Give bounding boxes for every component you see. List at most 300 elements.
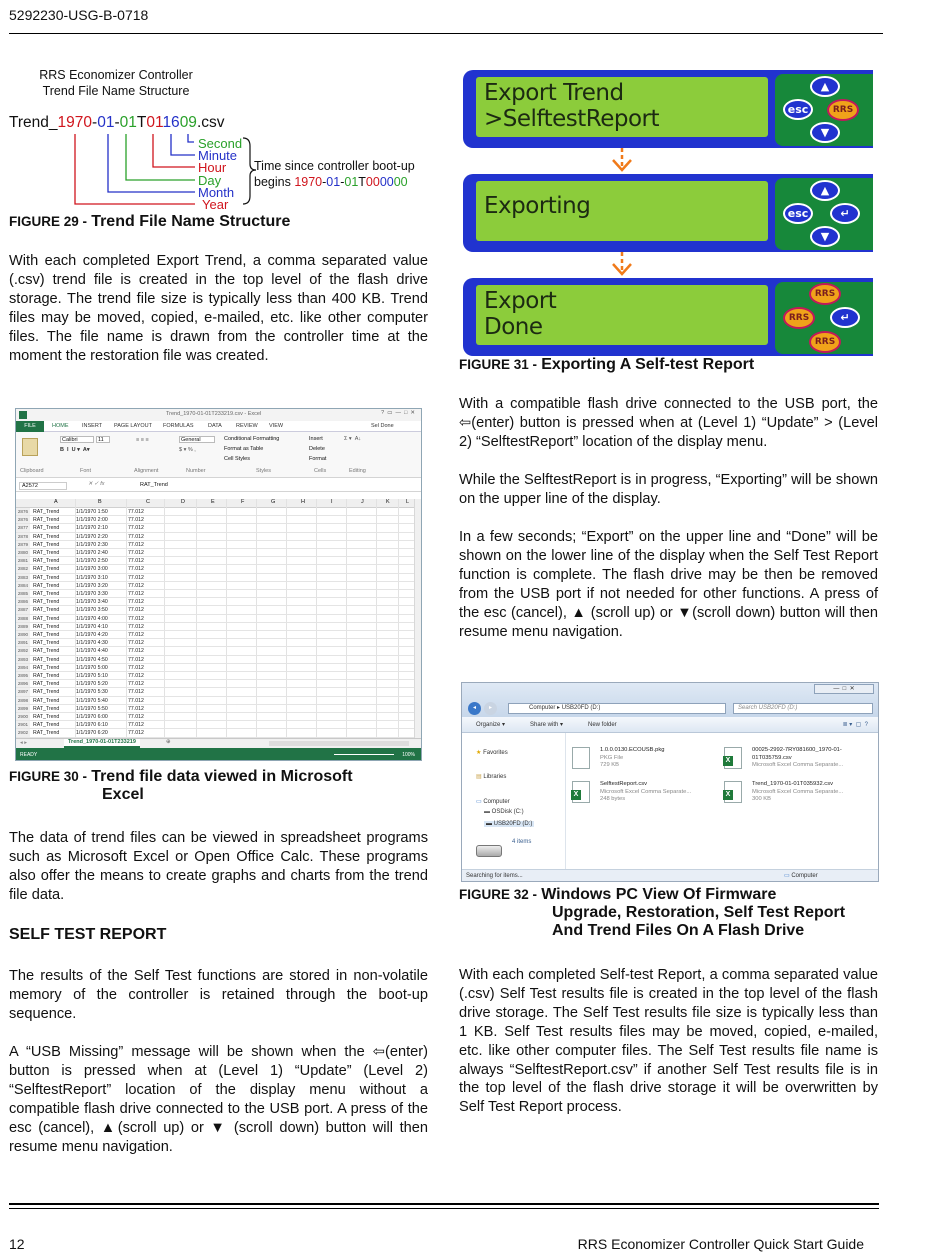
cell-value[interactable]: 77.012	[128, 517, 144, 524]
excel-file-icon: X	[572, 781, 590, 803]
organize-button[interactable]: Organize ▾	[476, 722, 506, 728]
cell-value[interactable]: 77.012	[128, 656, 144, 663]
excel-ribbon	[16, 432, 421, 478]
fn-hour: 01	[146, 114, 163, 131]
cell-value[interactable]: 77.012	[128, 541, 144, 548]
cell-value[interactable]: 77.012	[128, 640, 144, 647]
fig32-caption-line3: And Trend Files On A Flash Drive	[552, 922, 805, 939]
cell-timestamp[interactable]: 1/1/1970 4:50	[76, 656, 108, 663]
cell-point-name[interactable]: RAT_Trend	[33, 558, 60, 565]
cell-point-name[interactable]: RAT_Trend	[33, 615, 60, 622]
sheet-nav-icon[interactable]: ◂ ▸	[20, 740, 28, 746]
fn-sep2: -	[114, 114, 120, 131]
col-header-h[interactable]: H	[301, 499, 305, 505]
fig30-caption-num: FIGURE 30 -	[9, 769, 88, 784]
excel-file-icon: X	[724, 781, 742, 803]
row-number[interactable]: 2886	[17, 599, 29, 605]
cell-point-name[interactable]: RAT_Trend	[33, 566, 60, 573]
cell-value[interactable]: 77.012	[128, 722, 144, 729]
status-right	[784, 870, 818, 882]
cell-value[interactable]: 77.012	[128, 574, 144, 581]
delete-cells-button[interactable]: Delete	[309, 446, 325, 452]
row-number[interactable]: 2883	[17, 574, 29, 580]
cell-timestamp[interactable]: 1/1/1970 6:10	[76, 722, 108, 729]
fig30-caption	[9, 768, 428, 804]
cell-value[interactable]: 77.012	[128, 615, 144, 622]
cell-value[interactable]: 77.012	[128, 558, 144, 565]
alignment-icon[interactable]: ≡ ≡ ≡	[136, 437, 149, 443]
cell-point-name[interactable]: RAT_Trend	[33, 689, 60, 696]
formula-input[interactable]: RAT_Trend	[140, 482, 168, 488]
row-number[interactable]: 2900	[17, 714, 29, 719]
star-icon: ★	[476, 750, 482, 756]
explorer-window	[461, 682, 879, 882]
down-arrow-icon[interactable]: ▼	[810, 226, 840, 247]
header-rule	[9, 33, 883, 34]
sign-in-link[interactable]: Sel Done	[371, 423, 394, 429]
cell-point-name[interactable]: RAT_Trend	[33, 640, 60, 647]
lcd-text	[484, 80, 659, 132]
label-minute: Minute	[198, 148, 238, 163]
file-type: Microsoft Excel Comma Separate...	[600, 788, 692, 795]
usb-missing-paragraph: A “USB Missing” message will be shown when the ⇦(enter) button is pressed when at (Level 1) “Update” (Level 2) “SelftestReport” location of the display menu without a compatible flash drive connected to the USB port. A press of the esc (cancel), ▲(scroll up) or ▼ (scroll down) button will then resume menu navigation.	[9, 1044, 428, 1155]
row-number[interactable]: 2884	[17, 582, 29, 588]
conditional-formatting-button[interactable]: Conditional Formatting	[224, 436, 280, 442]
file-item[interactable]	[572, 745, 722, 779]
col-header-c[interactable]: C	[146, 499, 150, 505]
nav-computer[interactable]	[476, 798, 510, 805]
insert-cells-button[interactable]: Insert	[309, 436, 323, 442]
row-number[interactable]: 2894	[17, 664, 29, 670]
note-dash2: -	[340, 175, 345, 189]
ribbon-group-clipboard: Clipboard	[20, 468, 44, 474]
cell-timestamp[interactable]: 1/1/1970 2:30	[76, 541, 108, 548]
fn-month: 01	[97, 114, 115, 131]
fn-t: T	[136, 114, 147, 131]
cell-timestamp[interactable]: 1/1/1970 4:10	[76, 623, 108, 630]
ribbon-group-cells: Cells	[314, 468, 327, 474]
note-month: 01	[326, 175, 341, 189]
nav-libraries[interactable]	[476, 773, 506, 780]
computer-icon: ▭	[476, 799, 482, 805]
lcd-line2: Done	[484, 314, 543, 340]
cell-timestamp[interactable]: 1/1/1970 4:40	[76, 648, 108, 655]
cell-point-name[interactable]: RAT_Trend	[33, 550, 60, 556]
export-done-paragraph: In a few seconds; “Export” on the upper line and “Done” will be shown on the lower line of the display when the Self Test Report function is complete. The flash drive may be then be removed from the USB port if not needed for other functions. A press of the esc (cancel), ▲ (scroll up) or ▼(scroll down) button will then resume menu navigation.	[459, 529, 878, 640]
cell-timestamp[interactable]: 1/1/1970 2:10	[76, 525, 108, 532]
file-info	[600, 781, 691, 804]
enter-icon[interactable]: ↵	[830, 203, 860, 224]
tab-file[interactable]: FILE	[16, 421, 44, 432]
col-header-g[interactable]: G	[271, 499, 276, 505]
row-number[interactable]: 2896	[17, 681, 29, 687]
cell-timestamp[interactable]: 1/1/1970 3:00	[76, 566, 108, 573]
row-number[interactable]: 2880	[17, 550, 29, 555]
cell-value[interactable]: 77.012	[128, 591, 144, 597]
footer-rule	[9, 1203, 879, 1205]
cell-timestamp[interactable]: 1/1/1970 6:20	[76, 730, 108, 737]
cell-value[interactable]: 77.012	[128, 673, 144, 679]
table-row	[16, 705, 421, 713]
font-name-field[interactable]: Calibri	[60, 436, 94, 443]
cell-point-name[interactable]: RAT_Trend	[33, 664, 60, 671]
file-list	[566, 733, 879, 869]
row-number[interactable]: 2897	[17, 689, 29, 695]
table-row	[16, 508, 421, 516]
file-size: 300 KB	[752, 796, 772, 802]
font-style-buttons[interactable]: B I U ▾ A▾	[60, 447, 90, 453]
cell-value[interactable]: 77.012	[128, 582, 144, 589]
table-row	[16, 680, 421, 688]
keypad	[775, 282, 873, 354]
tab-view[interactable]: VIEW	[269, 423, 284, 429]
cell-timestamp[interactable]: 1/1/1970 5:30	[76, 689, 108, 696]
col-header-i[interactable]: I	[331, 499, 333, 505]
number-format-icon[interactable]: $ ▾ % ,	[179, 447, 196, 453]
nav-osdisk-label: OSDisk (C:)	[491, 809, 524, 815]
cell-timestamp[interactable]: 1/1/1970 4:20	[76, 632, 108, 638]
cell-timestamp[interactable]: 1/1/1970 5:20	[76, 681, 108, 688]
row-number[interactable]: 2893	[17, 656, 29, 662]
file-item[interactable]	[572, 779, 722, 813]
lcd-line1: Export	[484, 288, 557, 314]
row-number[interactable]: 2877	[17, 525, 29, 531]
cell-value[interactable]: 77.012	[128, 566, 144, 573]
fn-ext: .csv	[196, 114, 225, 131]
row-number[interactable]: 2898	[17, 697, 29, 703]
excel-logo-icon	[19, 411, 27, 419]
cell-point-name[interactable]: RAT_Trend	[33, 607, 60, 614]
cell-point-name[interactable]: RAT_Trend	[33, 730, 60, 737]
lcd-panel-export-done	[463, 278, 873, 356]
zoom-slider[interactable]	[334, 754, 394, 755]
section-heading-self-test-report: SELF TEST REPORT	[9, 926, 167, 943]
cell-timestamp[interactable]: 1/1/1970 5:00	[76, 664, 108, 671]
down-arrow-icon[interactable]: ▼	[810, 122, 840, 143]
search-input[interactable]: Search USB20FD (D:)	[733, 703, 873, 714]
formula-bar	[16, 480, 421, 492]
excel-ribbon-tabs	[16, 421, 421, 432]
computer-icon: ▭	[784, 873, 790, 879]
row-number[interactable]: 2885	[17, 591, 29, 596]
file-type: PKG File	[600, 754, 624, 761]
up-arrow-icon[interactable]: ▲	[810, 180, 840, 201]
cell-timestamp[interactable]: 1/1/1970 2:00	[76, 517, 108, 524]
tab-review[interactable]: REVIEW	[236, 423, 258, 429]
add-sheet-icon[interactable]: ⊕	[166, 739, 171, 745]
column-headers	[16, 499, 421, 508]
enter-icon[interactable]: ↵	[830, 307, 860, 328]
cell-point-name[interactable]: RAT_Trend	[33, 697, 60, 704]
col-header-l[interactable]: L	[406, 499, 410, 505]
cell-value[interactable]: 77.012	[128, 509, 144, 515]
share-with-button[interactable]: Share with ▾	[530, 722, 564, 728]
note-prefix: begins	[254, 175, 295, 189]
cell-point-name[interactable]: RAT_Trend	[33, 656, 60, 663]
window-controls-icon[interactable]: ? ▭ — □ ✕	[381, 410, 415, 416]
fig29-caption-num: FIGURE 29 -	[9, 214, 88, 229]
number-format-field[interactable]: General	[179, 436, 215, 443]
cell-value[interactable]: 77.012	[128, 664, 144, 671]
fn-second: 09	[179, 114, 197, 131]
window-controls-icon[interactable]: — □ ✕	[814, 684, 874, 694]
font-size-field[interactable]: 11	[96, 436, 110, 443]
row-number[interactable]: 2889	[17, 623, 29, 629]
fig29-title	[25, 68, 207, 99]
nav-libraries-label: Libraries	[483, 774, 507, 780]
cell-point-name[interactable]: RAT_Trend	[33, 541, 60, 548]
table-row	[16, 615, 421, 623]
note-line1: Time since controller boot-up	[254, 159, 415, 173]
cell-timestamp[interactable]: 1/1/1970 5:10	[76, 673, 108, 679]
cell-timestamp[interactable]: 1/1/1970 2:40	[76, 550, 108, 556]
tab-home[interactable]: HOME	[52, 423, 69, 429]
cell-point-name[interactable]: RAT_Trend	[33, 591, 60, 597]
row-number[interactable]: 2888	[17, 615, 29, 621]
keypad	[775, 74, 873, 146]
cell-point-name[interactable]: RAT_Trend	[33, 632, 60, 638]
cell-point-name[interactable]: RAT_Trend	[33, 722, 60, 729]
table-row	[16, 533, 421, 541]
cell-timestamp[interactable]: 1/1/1970 3:30	[76, 591, 108, 597]
col-header-f[interactable]: F	[241, 499, 245, 505]
col-header-k[interactable]: K	[386, 499, 390, 505]
cell-value[interactable]: 77.012	[128, 730, 144, 737]
cell-styles-button[interactable]: Cell Styles	[224, 456, 250, 462]
cell-point-name[interactable]: RAT_Trend	[33, 525, 60, 532]
cell-timestamp[interactable]: 1/1/1970 6:00	[76, 714, 108, 720]
vertical-scrollbar[interactable]	[414, 499, 421, 738]
status-ready: READY	[20, 752, 38, 758]
table-row	[16, 623, 421, 631]
ribbon-group-alignment: Alignment	[134, 468, 159, 474]
row-number[interactable]: 2891	[17, 640, 29, 646]
note-t: T	[358, 175, 366, 189]
row-number[interactable]: 2902	[17, 730, 29, 736]
flow-arrow-icon	[610, 148, 634, 172]
fn-day: 01	[119, 114, 137, 131]
table-row	[16, 688, 421, 696]
cell-point-name[interactable]: RAT_Trend	[33, 574, 60, 581]
excel-grid	[16, 508, 421, 738]
row-number[interactable]: 2878	[17, 533, 29, 539]
sheet-tab[interactable]: Trend_1970-01-01T233219	[64, 739, 140, 748]
explorer-titlebar	[462, 683, 878, 717]
cell-timestamp[interactable]: 1/1/1970 4:00	[76, 615, 108, 622]
paste-icon[interactable]	[22, 438, 38, 456]
status-right-label: Computer	[791, 873, 818, 879]
col-header-d[interactable]: D	[181, 499, 185, 505]
explorer-command-bar	[462, 717, 878, 733]
table-row	[16, 598, 421, 606]
note-hour: 00	[365, 175, 380, 189]
lcd-panel-exporting	[463, 174, 873, 252]
exporting-progress-paragraph: While the SelftestReport is in progress, “Exporting” will be shown on the upper line of the display.	[459, 472, 878, 507]
tab-insert[interactable]: INSERT	[82, 423, 103, 429]
cell-point-name[interactable]: RAT_Trend	[33, 599, 60, 606]
cell-timestamp[interactable]: 1/1/1970 1:50	[76, 509, 108, 515]
self-test-memory-paragraph: The results of the Self Test functions are stored in non-volatile memory of the controller is retained through the boot-up sequence.	[9, 968, 428, 1022]
cell-value[interactable]: 77.012	[128, 533, 144, 540]
cell-point-name[interactable]: RAT_Trend	[33, 673, 60, 679]
row-number[interactable]: 2892	[17, 648, 29, 654]
drive-icon: ▬	[484, 809, 490, 815]
tab-data[interactable]: DATA	[208, 423, 222, 429]
rrs-button[interactable]: RRS	[809, 283, 841, 305]
col-header-e[interactable]: E	[211, 499, 215, 505]
file-info	[600, 747, 664, 770]
ribbon-group-styles: Styles	[256, 468, 271, 474]
table-row	[16, 647, 421, 655]
name-box[interactable]: A2572	[19, 482, 67, 490]
row-number[interactable]: 2901	[17, 722, 29, 728]
row-number[interactable]: 2876	[17, 509, 29, 514]
trend-file-paragraph: With each completed Export Trend, a comma separated value (.csv) trend file is created in the top level of the flash drive storage. The trend file size is typically less than 400 KB. Trend files may be moved, copied, e-mailed, etc. like other computer files. The file name is drawn from the controller time at the moment the restoration file was created.	[9, 253, 428, 364]
cell-value[interactable]: 77.012	[128, 697, 144, 704]
table-row	[16, 713, 421, 721]
lcd-panel-export-trend	[463, 70, 873, 148]
cell-point-name[interactable]: RAT_Trend	[33, 582, 60, 589]
back-icon[interactable]: ◂	[468, 702, 481, 715]
excel-titlebar	[16, 409, 421, 421]
nav-computer-label: Computer	[483, 799, 510, 805]
table-row	[16, 582, 421, 590]
rrs-button[interactable]: RRS	[809, 331, 841, 353]
row-number[interactable]: 2881	[17, 558, 29, 564]
fig29-title-line1: RRS Economizer Controller	[39, 68, 193, 82]
cell-timestamp[interactable]: 1/1/1970 3:40	[76, 599, 108, 606]
forward-icon[interactable]: ▸	[484, 702, 497, 715]
cell-value[interactable]: 77.012	[128, 525, 144, 532]
fig32-caption	[459, 886, 878, 940]
note-year: 1970	[294, 175, 323, 189]
label-hour: Hour	[198, 160, 227, 175]
table-row	[16, 721, 421, 729]
cell-value[interactable]: 77.012	[128, 648, 144, 655]
tab-formulas[interactable]: FORMULAS	[163, 423, 194, 429]
file-item[interactable]	[724, 745, 879, 779]
col-header-j[interactable]: J	[361, 499, 364, 505]
label-year: Year	[202, 197, 229, 212]
usb-device-icon	[476, 845, 502, 857]
spreadsheet-paragraph: The data of trend files can be viewed in spreadsheet programs such as Microsoft Excel or Open Office Calc. These programs also offer the means to create graphs and charts from the trend file data.	[9, 830, 428, 903]
row-number[interactable]: 2899	[17, 705, 29, 711]
cell-value[interactable]: 77.012	[128, 599, 144, 606]
nav-usb-drive[interactable]	[484, 821, 534, 827]
cell-value[interactable]: 77.012	[128, 623, 144, 630]
fn-year: 1970	[57, 114, 93, 131]
cell-value[interactable]: 77.012	[128, 632, 144, 638]
table-row	[16, 541, 421, 549]
lcd-screen	[476, 181, 768, 241]
cell-value[interactable]: 77.012	[128, 705, 144, 712]
page-number: 12	[9, 1236, 25, 1252]
table-row	[16, 606, 421, 614]
col-header-a[interactable]: A	[54, 499, 58, 505]
cell-point-name[interactable]: RAT_Trend	[33, 681, 60, 688]
esc-button[interactable]: esc	[783, 203, 813, 224]
row-number[interactable]: 2890	[17, 632, 29, 637]
nav-favorites[interactable]	[476, 749, 508, 756]
col-header-b[interactable]: B	[98, 499, 102, 505]
ribbon-group-editing: Editing	[349, 468, 366, 474]
rrs-button[interactable]: RRS	[827, 99, 859, 121]
cell-point-name[interactable]: RAT_Trend	[33, 714, 60, 720]
cell-point-name[interactable]: RAT_Trend	[33, 533, 60, 540]
row-number[interactable]: 2887	[17, 607, 29, 613]
file-name: 1.0.0.0130.ECOUSB.pkg	[600, 747, 665, 753]
fig32-caption-num: FIGURE 32 -	[459, 887, 538, 902]
usb-drive-icon: ▬	[486, 821, 492, 827]
cell-value[interactable]: 77.012	[128, 689, 144, 696]
explorer-statusbar	[462, 869, 878, 882]
rrs-button[interactable]: RRS	[783, 307, 815, 329]
address-bar[interactable]: Computer ▸ USB20FD (D:)	[508, 703, 726, 714]
cell-point-name[interactable]: RAT_Trend	[33, 509, 60, 515]
fig29-title-line2: Trend File Name Structure	[42, 83, 190, 98]
cell-timestamp[interactable]: 1/1/1970 3:50	[76, 607, 108, 614]
label-month: Month	[198, 185, 235, 200]
cell-timestamp[interactable]: 1/1/1970 3:10	[76, 574, 108, 581]
new-folder-button[interactable]: New folder	[588, 722, 617, 728]
file-item[interactable]	[724, 779, 879, 813]
row-number[interactable]: 2882	[17, 566, 29, 572]
editing-icon[interactable]: Σ ▾ A↓	[344, 436, 362, 442]
cell-timestamp[interactable]: 1/1/1970 2:50	[76, 558, 108, 565]
file-name: 00025-2992-7RY081600_1970-01-01T035759.csv	[752, 747, 842, 761]
cell-timestamp[interactable]: 1/1/1970 5:50	[76, 705, 108, 712]
cell-timestamp[interactable]: 1/1/1970 2:20	[76, 533, 108, 540]
file-size: 729 KB	[600, 762, 620, 768]
cell-value[interactable]: 77.012	[128, 714, 144, 720]
file-type: Microsoft Excel Comma Separate...	[752, 762, 844, 768]
excel-title: Trend_1970-01-01T233219.csv - Excel	[166, 411, 262, 417]
table-row	[16, 639, 421, 647]
cell-value[interactable]: 77.012	[128, 607, 144, 614]
excel-statusbar	[16, 748, 421, 761]
cell-point-name[interactable]: RAT_Trend	[33, 648, 60, 655]
view-options-icon[interactable]: ≣ ▾ ▢ ?	[842, 722, 868, 728]
cell-point-name[interactable]: RAT_Trend	[33, 705, 60, 712]
self-test-results-paragraph: With each completed Self-test Report, a comma separated value (.csv) Self Test results file is created in the top level of the flash drive storage. The Self Test results file size is typically less than 1 KB. Self Test results files may be moved, copied, e-mailed, etc. like other computer files. The Self Test results file name is always “SelftestReport.csv” if another Self Test results file is in the top level of the flash drive storage it will be overwritten by Self Test Report process.	[459, 967, 878, 1116]
fig29-caption-text: Trend File Name Structure	[91, 213, 291, 230]
row-number[interactable]: 2876	[17, 517, 29, 523]
row-number[interactable]: 2879	[17, 541, 29, 547]
cell-point-name[interactable]: RAT_Trend	[33, 517, 60, 524]
label-day: Day	[198, 173, 222, 188]
table-row	[16, 631, 421, 639]
fig32-caption-line2: Upgrade, Restoration, Self Test Report	[552, 904, 846, 921]
flow-arrow-icon	[610, 252, 634, 276]
format-as-table-button[interactable]: Format as Table	[224, 446, 264, 452]
nav-osdisk[interactable]	[484, 809, 524, 815]
cell-value[interactable]: 77.012	[128, 550, 144, 556]
tab-page-layout[interactable]: PAGE LAYOUT	[114, 423, 153, 429]
cell-timestamp[interactable]: 1/1/1970 4:30	[76, 640, 108, 647]
cell-point-name[interactable]: RAT_Trend	[33, 623, 60, 630]
cell-timestamp[interactable]: 1/1/1970 5:40	[76, 697, 108, 704]
row-number[interactable]: 2895	[17, 673, 29, 678]
format-cells-button[interactable]: Format	[309, 456, 327, 462]
horizontal-scrollbar[interactable]	[269, 741, 409, 746]
navigation-pane	[462, 733, 566, 869]
up-arrow-icon[interactable]: ▲	[810, 76, 840, 97]
esc-button[interactable]: esc	[783, 99, 813, 120]
cell-timestamp[interactable]: 1/1/1970 3:20	[76, 582, 108, 589]
fn-sep1: -	[92, 114, 98, 131]
note-day: 01	[344, 175, 359, 189]
cell-value[interactable]: 77.012	[128, 681, 144, 688]
